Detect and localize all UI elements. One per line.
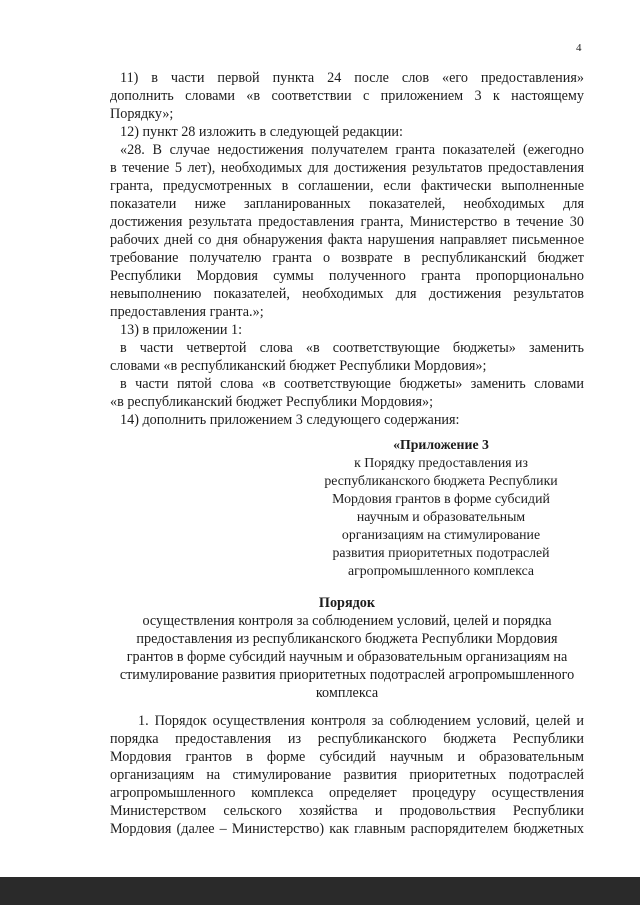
text-line: Порядку»; xyxy=(110,106,174,122)
text-line: 12) пункт 28 изложить в следующей редакции: xyxy=(120,124,403,140)
appendix-line: республиканского бюджета Республики xyxy=(324,473,558,488)
text-line: рабочих дней со дня обнаружения факта нарушения направляет письменное xyxy=(110,232,584,248)
text-line: гранта, предусмотренных в соглашении, если фактически выполненные xyxy=(110,178,584,194)
text-line: дополнить словами «в соответствии с приложением 3 к настоящему xyxy=(110,88,584,104)
text-line: невыполнению показателей, необходимых для достижения результатов xyxy=(110,286,584,302)
body-line: порядка предоставления из республиканского бюджета Республики xyxy=(110,731,584,747)
body-line: Мордовия (далее – Министерство) как главным распорядителем бюджетных xyxy=(110,821,584,837)
text-line: Республики Мордовия суммы полученного гранта пропорционально xyxy=(110,268,584,284)
document-heading: Порядок xyxy=(318,595,376,611)
scan-edge-bar xyxy=(0,877,640,905)
appendix-line: организациям на стимулирование xyxy=(341,527,541,542)
subtitle-line: предоставления из республиканского бюджета Республики Мордовия xyxy=(136,631,558,647)
subtitle-line: комплекса xyxy=(315,685,379,701)
appendix-line: Мордовия грантов в форме субсидий xyxy=(332,491,550,506)
page-number: 4 xyxy=(576,42,582,54)
text-line: показатели ниже запланированных показателей, необходимых для xyxy=(110,196,584,212)
text-line: требование получателю гранта о возврате в республиканский бюджет xyxy=(110,250,584,266)
subtitle-line: стимулирование развития приоритетных подотраслей агропромышленного xyxy=(119,667,575,683)
appendix-line: агропромышленного комплекса xyxy=(348,563,534,578)
appendix-title: «Приложение 3 xyxy=(393,437,489,452)
subtitle-line: грантов в форме субсидий научным и образовательным организациям на xyxy=(126,649,568,665)
text-line: 14) дополнить приложением 3 следующего содержания: xyxy=(120,412,460,428)
text-line: в течение 5 лет), необходимых для достижения результатов предоставления xyxy=(110,160,584,176)
text-line: достижения результата предоставления гранта, Министерство в течение 30 xyxy=(110,214,584,230)
text-line: предоставления гранта.»; xyxy=(110,304,264,320)
body-line: агропромышленного комплекса определяет процедуру осуществления xyxy=(110,785,584,801)
subtitle-line: осуществления контроля за соблюдением условий, целей и порядка xyxy=(142,613,552,629)
appendix-line: научным и образовательным xyxy=(356,509,526,524)
text-line: «в республиканский бюджет Республики Мордовия»; xyxy=(110,394,434,410)
appendix-line: развития приоритетных подотраслей xyxy=(332,545,550,560)
body-line: 1. Порядок осуществления контроля за соблюдением условий, целей и xyxy=(138,713,584,729)
appendix-line: к Порядку предоставления из xyxy=(354,455,528,470)
text-line: 13) в приложении 1: xyxy=(120,322,243,338)
text-line: словами «в республиканский бюджет Республики Мордовия»; xyxy=(110,358,487,374)
text-line: в части пятой слова «в соответствующие бюджеты» заменить словами xyxy=(120,376,584,392)
text-line: 11) в части первой пункта 24 после слов «его предоставления» xyxy=(120,70,584,86)
body-line: организациям на стимулирование развития приоритетных подотраслей xyxy=(110,767,584,783)
body-line: Министерством сельского хозяйства и продовольствия Республики xyxy=(110,803,584,819)
text-line: в части четвертой слова «в соответствующие бюджеты» заменить xyxy=(120,340,584,356)
body-line: Мордовия грантов в форме субсидий научным и образовательным xyxy=(110,749,584,765)
text-line: «28. В случае недостижения получателем гранта показателей (ежегодно xyxy=(120,142,584,158)
